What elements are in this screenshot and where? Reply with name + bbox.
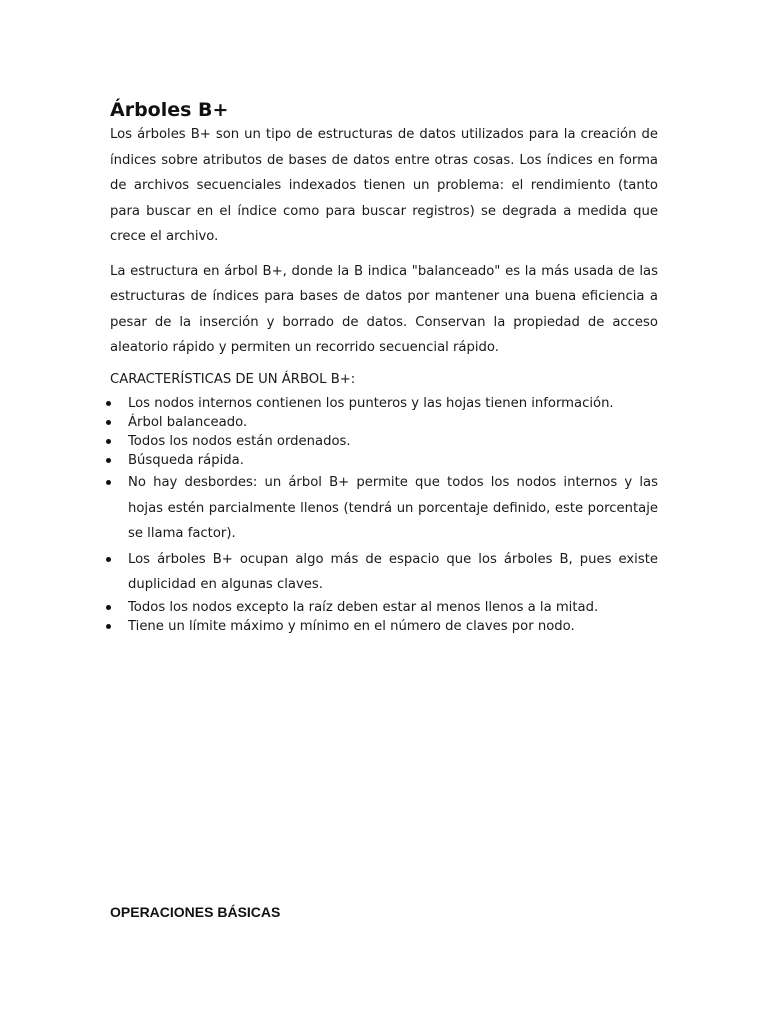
list-item xyxy=(110,598,658,617)
structure-paragraph: La estructura en árbol B+, donde la B indica "balanceado" es la más usada de las estructuras de índices para bases de datos por mantener una buena eficiencia a pesar de la inserción y borrado de datos. Conservan la propiedad de acceso aleatorio rápido y permiten un recorrido secuencial rápido. xyxy=(110,263,658,355)
list-item-text: Los nodos internos contienen los punteros y las hojas tienen información. xyxy=(128,395,614,411)
list-item xyxy=(110,394,658,413)
list-item-text: Los árboles B+ ocupan algo más de espacio que los árboles B, pues existe duplicidad en algunas claves. xyxy=(128,551,658,593)
list-item-text: Búsqueda rápida. xyxy=(128,453,244,469)
list-item-text: No hay desbordes: un árbol B+ permite que todos los nodos internos y las hojas estén parcialmente llenos (tendrá un porcentaje definido, este porcentaje se llama factor). xyxy=(128,475,658,542)
list-item-text: Árbol balanceado. xyxy=(128,414,248,430)
intro-paragraph: Los árboles B+ son un tipo de estructuras de datos utilizados para la creación de índices sobre atributos de bases de datos entre otras cosas. Los índices en forma de archivos secuenciales indexados tienen un problema: el rendimiento (tanto para buscar en el índice como para buscar registros) se degrada a medida que crece el archivo. xyxy=(110,127,658,244)
bullet-icon xyxy=(106,458,111,463)
characteristics-heading: CARACTERÍSTICAS DE UN ÁRBOL B+: xyxy=(110,371,356,387)
bullet-icon xyxy=(106,401,111,406)
operations-heading: OPERACIONES BÁSICAS xyxy=(110,904,281,920)
list-item-text: Tiene un límite máximo y mínimo en el número de claves por nodo. xyxy=(128,619,575,635)
bullet-icon xyxy=(106,605,111,610)
list-item-text: Todos los nodos excepto la raíz deben estar al menos llenos a la mitad. xyxy=(128,599,599,615)
list-item xyxy=(110,547,658,598)
bullet-icon xyxy=(106,624,111,629)
list-item xyxy=(110,451,658,470)
list-item xyxy=(110,413,658,432)
bullet-icon xyxy=(106,480,111,485)
list-item xyxy=(110,432,658,451)
list-item-text: Todos los nodos están ordenados. xyxy=(128,433,351,449)
bullet-icon xyxy=(106,557,111,562)
characteristics-list xyxy=(110,394,658,637)
bullet-icon xyxy=(106,420,111,425)
document-page xyxy=(110,98,658,636)
list-item xyxy=(110,470,658,547)
document-title: Árboles B+ xyxy=(110,99,229,121)
list-item xyxy=(110,617,658,636)
bullet-icon xyxy=(106,439,111,444)
